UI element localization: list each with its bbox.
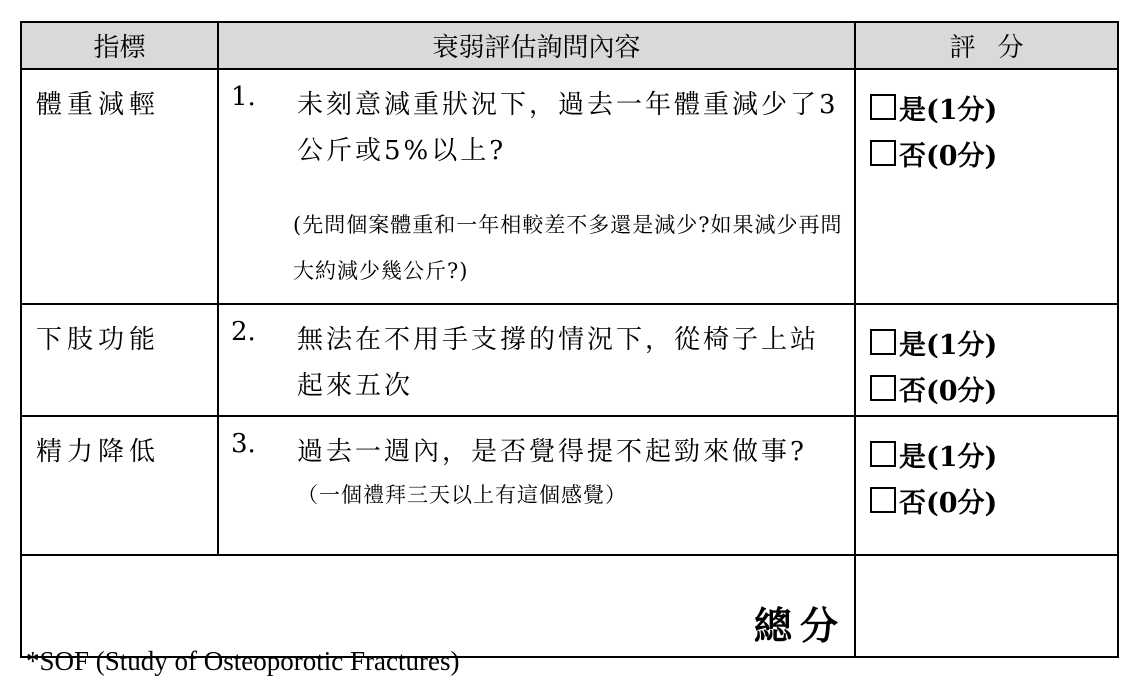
question-cell	[218, 416, 855, 555]
option-no-label: 否(0分)	[899, 487, 998, 519]
checkbox-icon[interactable]	[870, 94, 896, 120]
header-indicator: 指標	[21, 22, 218, 69]
indicator-lower-limb: 下肢功能	[21, 304, 218, 416]
score-options	[855, 416, 1118, 555]
option-yes-label: 是(1分)	[899, 441, 998, 473]
total-row	[21, 555, 1118, 657]
header-content: 衰弱評估詢問內容	[218, 22, 855, 69]
question-note: (先問個案體重和一年相較差不多還是減少?如果減少再問大約減少幾公斤?)	[293, 213, 843, 283]
checkbox-icon[interactable]	[870, 375, 896, 401]
question-text: 無法在不用手支撐的情況下，從椅子上站起來五次	[297, 325, 820, 401]
indicator-energy: 精力降低	[21, 416, 218, 555]
total-label: 總分	[753, 603, 846, 648]
option-no-label: 否(0分)	[899, 375, 998, 407]
option-no[interactable]	[870, 365, 1117, 411]
total-label-cell	[21, 555, 855, 657]
question-cell	[218, 69, 855, 304]
checkbox-icon[interactable]	[870, 140, 896, 166]
checkbox-icon[interactable]	[870, 329, 896, 355]
table-header-row	[21, 22, 1118, 69]
option-yes-label: 是(1分)	[899, 329, 998, 361]
option-no[interactable]	[870, 130, 1117, 176]
option-yes[interactable]	[870, 431, 1117, 477]
table-row	[21, 69, 1118, 304]
total-score-input[interactable]	[855, 555, 1118, 657]
option-yes[interactable]	[870, 84, 1117, 130]
sof-frailty-table	[20, 21, 1119, 658]
footnote: *SOF (Study of Osteoporotic Fractures)	[26, 646, 460, 676]
option-no-label: 否(0分)	[899, 140, 998, 172]
checkbox-icon[interactable]	[870, 441, 896, 467]
option-yes-label: 是(1分)	[899, 94, 998, 126]
score-options	[855, 304, 1118, 416]
checkbox-icon[interactable]	[870, 487, 896, 513]
question-note: （一個禮拜三天以上有這個感覺）	[297, 483, 627, 507]
question-text: 未刻意減重狀況下，過去一年體重減少了3公斤或5%以上?	[297, 90, 839, 166]
table-row	[21, 304, 1118, 416]
indicator-weight-loss: 體重減輕	[21, 69, 218, 304]
option-no[interactable]	[870, 477, 1117, 523]
question-text: 過去一週內，是否覺得提不起勁來做事?	[297, 437, 807, 467]
score-options	[855, 69, 1118, 304]
question-number: 3.	[231, 429, 256, 459]
question-number: 1.	[231, 82, 256, 112]
question-number: 2.	[231, 317, 256, 347]
option-yes[interactable]	[870, 319, 1117, 365]
header-score: 評分	[855, 22, 1118, 69]
table-row	[21, 416, 1118, 555]
question-cell	[218, 304, 855, 416]
